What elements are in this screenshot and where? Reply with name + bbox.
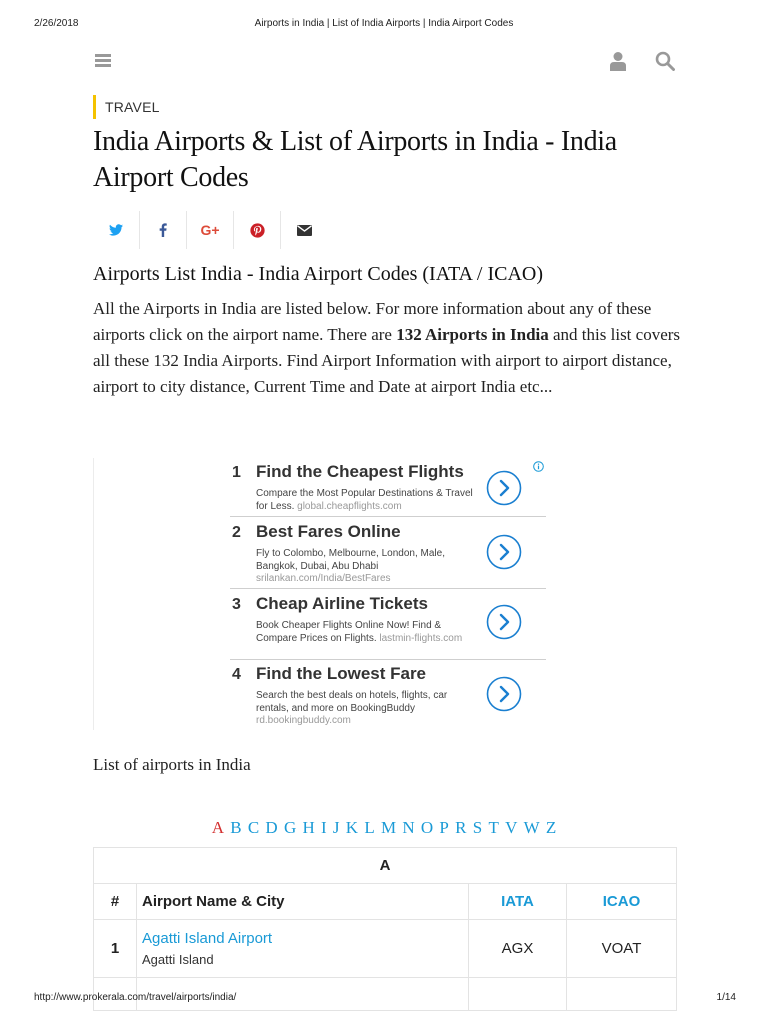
ad-item[interactable] (230, 460, 546, 516)
ad-separator (230, 659, 546, 660)
user-icon[interactable] (609, 51, 627, 71)
search-icon[interactable] (655, 51, 675, 71)
envelope-icon (297, 225, 312, 236)
ad-item[interactable] (230, 662, 546, 728)
table-letter-heading: A (94, 848, 677, 884)
ad-number: 1 (232, 464, 241, 481)
chevron-right-button[interactable] (486, 676, 522, 712)
alphabet-link-k[interactable]: K (345, 818, 359, 837)
column-header-number: # (94, 884, 137, 920)
alphabet-link-h[interactable]: H (302, 818, 315, 837)
top-bar (93, 48, 675, 74)
category-label[interactable]: TRAVEL (93, 95, 160, 119)
airport-city: Agatti Island (142, 952, 214, 967)
ad-separator (230, 516, 546, 517)
ad-block (93, 458, 677, 730)
alphabet-nav (0, 818, 768, 838)
share-bar (93, 211, 327, 249)
chevron-right-button[interactable] (486, 470, 522, 506)
intro-text-2: and this list covers all these 132 India Airports. Find Airport Information with airport to airport distance, airport to city distance, Current Time and Date at airport India etc... (93, 325, 681, 396)
alphabet-link-i[interactable]: I (321, 818, 327, 837)
chevron-right-button[interactable] (486, 534, 522, 570)
alphabet-link-d[interactable]: D (265, 818, 278, 837)
ad-description: Compare the Most Popular Destinations & Travel for Less. global.cheapflights.com (256, 488, 473, 512)
intro-text-1: All the Airports in India are listed below. For more information about any of these airports click on the airport name. There are (93, 299, 652, 344)
icao-code: VOAT (567, 920, 677, 978)
google-plus-share-button[interactable] (187, 211, 234, 249)
alphabet-link-v[interactable]: V (505, 818, 518, 837)
intro-bold-count: 132 Airports in India (396, 325, 549, 344)
alphabet-link-z[interactable]: Z (545, 818, 557, 837)
ad-number: 4 (232, 666, 241, 683)
ad-number: 2 (232, 524, 241, 541)
facebook-icon (159, 223, 167, 237)
table-letter-row (94, 848, 677, 884)
column-header-name: Airport Name & City (137, 884, 469, 920)
alphabet-link-o[interactable]: O (420, 818, 434, 837)
twitter-icon (109, 224, 123, 236)
alphabet-link-w[interactable]: W (523, 818, 540, 837)
alphabet-link-g[interactable]: G (283, 818, 297, 837)
ad-number: 3 (232, 596, 241, 613)
column-header-iata[interactable]: IATA (469, 884, 567, 920)
ad-headline[interactable]: Find the Cheapest Flights (256, 462, 464, 481)
ad-description: Search the best deals on hotels, flights, car rentals, and more on BookingBuddy rd.bookingbuddy.com (256, 690, 448, 726)
intro-paragraph (93, 296, 683, 400)
hamburger-icon[interactable] (95, 54, 111, 67)
print-document-title: Airports in India | List of India Airports | India Airport Codes (254, 18, 514, 29)
airport-name-link[interactable]: Agatti Island Airport (142, 930, 273, 947)
facebook-share-button[interactable] (140, 211, 187, 249)
alphabet-link-s[interactable]: S (472, 818, 483, 837)
print-footer (0, 992, 768, 1006)
ad-domain: srilankan.com/India/BestFares (256, 573, 391, 584)
print-url: http://www.prokerala.com/travel/airports/india/ (34, 992, 237, 1003)
ad-headline[interactable]: Best Fares Online (256, 522, 401, 541)
alphabet-link-r[interactable]: R (455, 818, 467, 837)
ad-item[interactable] (230, 592, 546, 658)
alphabet-link-a[interactable]: A (211, 818, 224, 837)
print-page-number: 1/14 (716, 992, 736, 1003)
alphabet-link-n[interactable]: N (402, 818, 415, 837)
chevron-right-button[interactable] (486, 604, 522, 640)
airports-table (93, 847, 677, 1011)
airport-cell (137, 920, 469, 978)
ad-domain: global.cheapflights.com (297, 500, 402, 512)
email-share-button[interactable] (281, 211, 327, 249)
alphabet-link-l[interactable]: L (364, 818, 375, 837)
alphabet-link-t[interactable]: T (488, 818, 499, 837)
ad-domain: lastmin-flights.com (379, 632, 463, 644)
pinterest-share-button[interactable] (234, 211, 281, 249)
ad-item[interactable] (230, 520, 546, 588)
iata-code: AGX (469, 920, 567, 978)
alphabet-link-b[interactable]: B (230, 818, 242, 837)
section-title: Airports List India - India Airport Codes (IATA / ICAO) (93, 263, 543, 285)
alphabet-link-m[interactable]: M (380, 818, 397, 837)
ad-separator (230, 588, 546, 589)
column-header-icao[interactable]: ICAO (567, 884, 677, 920)
ad-description: Fly to Colombo, Melbourne, London, Male, Bangkok, Dubai, Abu Dhabi srilankan.com/India/BestFares (256, 548, 445, 584)
list-heading: List of airports in India (93, 755, 251, 774)
print-header (0, 18, 768, 32)
ad-headline[interactable]: Find the Lowest Fare (256, 664, 427, 683)
google-plus-icon: G+ (200, 222, 220, 238)
alphabet-link-j[interactable]: J (332, 818, 340, 837)
table-header-row (94, 884, 677, 920)
ad-domain: rd.bookingbuddy.com (256, 715, 351, 726)
ad-description: Book Cheaper Flights Online Now! Find & Compare Prices on Flights. lastmin-flights.com (256, 620, 463, 644)
table-row (94, 920, 677, 978)
pinterest-icon (250, 223, 265, 238)
page-title: India Airports & List of Airports in India - India Airport Codes (93, 126, 617, 193)
ad-headline[interactable]: Cheap Airline Tickets (256, 594, 428, 613)
alphabet-link-p[interactable]: P (439, 818, 449, 837)
row-number: 1 (94, 920, 137, 978)
print-date: 2/26/2018 (34, 18, 79, 29)
alphabet-link-c[interactable]: C (247, 818, 260, 837)
twitter-share-button[interactable] (93, 211, 140, 249)
